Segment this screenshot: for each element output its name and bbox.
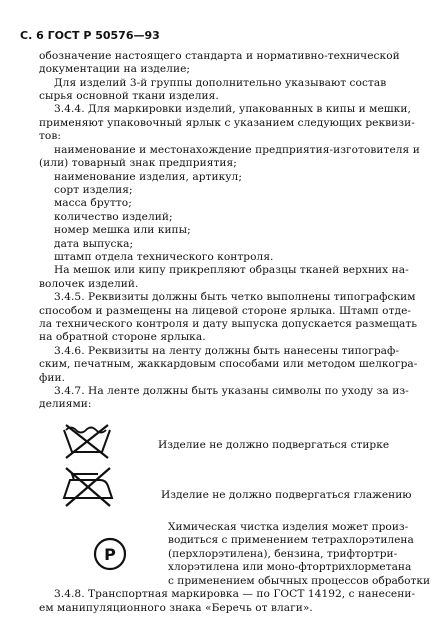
text-line: дата выпуска; (54, 237, 134, 250)
text-line: на обратной стороне ярлыка. (39, 331, 206, 344)
text-line: (или) товарный знак предприятия; (39, 157, 237, 170)
no-wash-icon (58, 421, 116, 461)
dry-clean-caption-line: (перхлорэтилена), бензина, трифтортри- (168, 547, 398, 560)
text-line: наименование и местонахождение предприятия-изготовителя и (54, 143, 420, 156)
text-line: 3.4.8. Транспортная маркировка — по ГОСТ 14192, с нанесени- (54, 588, 416, 601)
text-line: наименование изделия, артикул; (54, 170, 242, 183)
text-line: сырья основной ткани изделия. (39, 90, 219, 103)
dry-clean-p-icon (92, 536, 128, 572)
text-line: волочек изделий. (39, 277, 139, 290)
text-line: документации на изделие; (39, 63, 191, 76)
text-line: Для изделий 3-й группы дополнительно указывают состав (54, 76, 387, 89)
text-line: тов: (39, 130, 61, 143)
text-line: масса брутто; (54, 197, 132, 210)
text-line: делиями: (39, 398, 92, 411)
text-line: На мешок или кипу прикрепляют образцы тканей верхних на- (54, 264, 409, 277)
no-iron-caption: Изделие не должно подвергаться глажению (161, 488, 412, 501)
dry-clean-caption-line: Химическая чистка изделия может произ- (168, 521, 409, 534)
text-line: 3.4.6. Реквизиты на ленту должны быть нанесены типограф- (54, 344, 399, 357)
text-line: 3.4.5. Реквизиты должны быть четко выполнены типографским (54, 291, 416, 304)
dry-clean-caption-line: с применением обычных процессов обработки (168, 574, 431, 587)
dry-clean-caption-line: хлорэтилена или моно-фтортрихлорметана (168, 561, 412, 574)
dry-clean-caption-line: водиться с применением тетрахлорэтилена (168, 534, 414, 547)
dry-clean-letter: P (104, 545, 116, 565)
no-wash-caption: Изделие не должно подвергаться стирке (158, 438, 390, 451)
text-line: 3.4.4. Для маркировки изделий, упакованных в кипы и мешки, (54, 103, 411, 116)
text-line: фии. (39, 371, 65, 384)
text-line: сорт изделия; (54, 183, 133, 196)
text-line: количество изделий; (54, 210, 173, 223)
page-header: С. 6 ГОСТ Р 50576—93 (20, 28, 160, 42)
text-line: применяют упаковочный ярлык с указанием следующих реквизи- (39, 116, 415, 129)
no-iron-icon (56, 466, 118, 508)
text-line: 3.4.7. На ленте должны быть указаны символы по уходу за из- (54, 385, 409, 398)
text-line: штамп отдела технического контроля. (54, 250, 274, 263)
text-line: обозначение настоящего стандарта и нормативно-технической (39, 49, 400, 62)
text-line: ла технического контроля и дату выпуска допускается размещать (39, 318, 418, 330)
text-line: ем манипуляционного знака «Беречь от влаги». (39, 601, 313, 614)
text-line: способом и размещены на лицевой стороне ярлыка. Штамп отде- (39, 304, 412, 317)
text-line: ским, печатным, жаккардовым способами или методом шелкогра- (39, 358, 418, 371)
text-line: номер мешка или кипы; (54, 224, 191, 237)
